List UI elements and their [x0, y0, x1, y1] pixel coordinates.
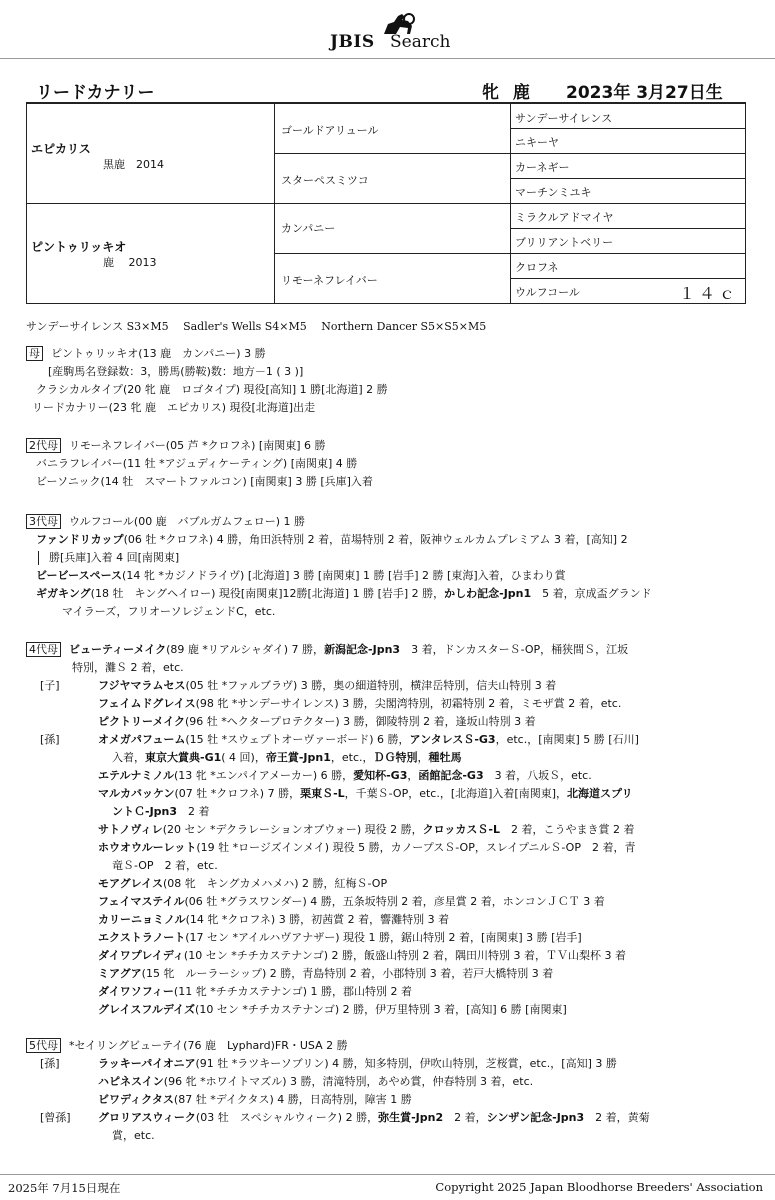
offspring-record: (10 セン *チチカステナンゴ) 2 勝，伊万里特別 3 着，[高知] 6 勝 [南関東] [195, 1003, 567, 1016]
offspring-record: (05 牡 *ファルブラヴ) 3 勝，奥の細道特別，横津岳特別，信夫山特別 3 着 [185, 679, 557, 692]
offspring-record: (14 牝 *クロフネ) 3 勝，初茜賞 2 着，響灘特別 3 着 [185, 913, 450, 926]
sire-name: エピカリス [31, 142, 91, 156]
stallion-note: 種牡馬 [428, 751, 462, 764]
second-dam-head: リモーネフレイバー(05 芦 *クロフネ) [南関東] 6 勝 [69, 439, 326, 452]
gp-name: カンパニー [281, 222, 336, 235]
family-number: １４ｃ [678, 284, 739, 303]
second-dam-section [26, 437, 746, 491]
pedigree-ggp-cell [511, 154, 745, 179]
as-of-date: 2025年 7月15日現在 [8, 1181, 121, 1195]
offspring-name: ミアグア [98, 967, 142, 980]
fourth-dam-record: (89 鹿 *リアルシャダイ) 7 勝， [166, 643, 325, 656]
dam-color-year: 鹿 2013 [103, 256, 157, 269]
logo-text-jbis: JBIS [330, 32, 375, 52]
offspring-record: (13 牝 *エンパイアメーカー) 6 勝， [174, 769, 354, 782]
graded-race: 愛知杯-G3 [353, 769, 408, 782]
offspring-record: ，etc.， [330, 751, 374, 764]
fifth-dam-head: *セイリングビューテイ(76 鹿 Lyphard)FR・USA 2 勝 [69, 1039, 348, 1052]
offspring-record: ，etc.，[南関東] 5 勝 [石川] [495, 733, 639, 746]
fifth-dam-section [26, 1037, 746, 1145]
offspring-name: ビワディクタス [98, 1093, 174, 1106]
graded-race: 栗東Ｓ-L [300, 787, 345, 800]
offspring-record: (06 牡 *グラスワンダー) 4 勝，五条坂特別 2 着，彦星賞 2 着，ホンコンＪＣＴ 3 着 [184, 895, 605, 908]
fourth-dam-name: ビューティーメイク [69, 643, 167, 656]
pedigree-table [26, 104, 746, 304]
offspring-record: (15 牝 ルーラーシップ) 2 勝，青島特別 2 着，小郡特別 3 着，若戸大橋特別 3 着 [141, 967, 554, 980]
continuation-bar [38, 551, 39, 565]
fourth-dam-section [26, 641, 746, 1019]
dam-name: ピントゥリッキオ [31, 240, 127, 254]
header-divider [0, 58, 775, 59]
offspring-name: フェイマステイル [98, 895, 185, 908]
offspring-name: モアグレイス [98, 877, 164, 890]
offspring-record: 5 着，京成盃グランド [531, 587, 652, 600]
graded-race: 函館記念-G3 [418, 769, 484, 782]
offspring-record-cont: 賞，etc. [112, 1129, 155, 1142]
offspring-line: リードカナリー(23 牝 鹿 エピカリス) 現役[北海道]出走 [32, 401, 316, 414]
pedigree-gp-cell [275, 254, 511, 304]
offspring-record: (14 牝 *カジノドライヴ) [北海道] 3 勝 [南関東] 1 勝 [岩手] 2 勝 [東海]入着，ひまわり賞 [122, 569, 566, 582]
offspring-record: 3 着，八坂Ｓ，etc. [483, 769, 592, 782]
jbis-search-logo[interactable] [330, 12, 470, 54]
pedigree-ggp-cell [511, 104, 745, 129]
pedigree-ggp-cell [511, 254, 745, 279]
offspring-record: (10 セン *チチカステナンゴ) 2 勝，飯盛山特別 2 着，隅田川特別 3 着，ＴＶ山梨杯 3 着 [183, 949, 626, 962]
offspring-record: (19 牡 *ロージズインメイ) 現役 5 勝，カノープスＳ-OP，スレイプニルＳ-OP 2 着，青 [196, 841, 636, 854]
offspring-name: カリーニョミノル [98, 913, 186, 926]
horse-title [0, 78, 775, 102]
offspring-record: ， [407, 769, 419, 782]
fourth-dam-record: 3 着，ドンカスターＳ-OP，桶狭間Ｓ，江坂 [400, 643, 629, 656]
graded-race: ントＣ-Jpn3 [112, 805, 178, 818]
relation-label: [子] [40, 679, 60, 692]
horse-name: リードカナリー [36, 83, 155, 103]
offspring-record: (17 セン *アイルハヴアナザー) 現役 1 勝，鋸山特別 2 着，[南関東] 3 勝 [岩手] [185, 931, 582, 944]
offspring-record: ， [417, 751, 429, 764]
dam-reg-stats: [産駒馬名登録数：3，勝馬(勝鞍)数：地方－1 ( 3 )] [48, 365, 304, 378]
pedigree-gp-cell [275, 204, 511, 254]
ggp-name: ブリリアントベリー [515, 236, 614, 249]
section-tag: 母 [26, 346, 43, 361]
footer-divider [0, 1174, 775, 1175]
offspring-record: (07 牡 *クロフネ) 7 勝， [174, 787, 301, 800]
section-tag: 5代母 [26, 1038, 61, 1053]
offspring-name: エテルナミノル [98, 769, 175, 782]
gp-name: ゴールドアリュール [281, 124, 379, 137]
ggp-name: ミラクルアドマイヤ [515, 211, 614, 224]
offspring-record-cont: 勝[兵庫]入着 4 回[南関東] [49, 551, 180, 564]
offspring-name: フェイムドグレイス [98, 697, 196, 710]
pedigree-ggp-cell [511, 179, 745, 204]
ggp-name: サンデーサイレンス [515, 112, 613, 125]
horse-birthdate: 2023年 3月27日生 [566, 83, 723, 103]
graded-race: シンザン記念-Jpn3 [486, 1111, 585, 1124]
ggp-name: マーチンミユキ [515, 186, 592, 199]
pedigree-ggp-cell [511, 129, 745, 154]
fourth-dam-record-cont: 特別，灘Ｓ 2 着，etc. [72, 661, 184, 674]
pedigree-dam-cell [27, 204, 275, 304]
offspring-line: バニラフレイバー(11 牡 *アジュディケーティング) [南関東] 4 勝 [36, 457, 358, 470]
offspring-record: (18 牡 キングヘイロー) 現役[南関東]12勝[北海道] 1 勝 [岩手] 2 勝， [90, 587, 445, 600]
offspring-name: エクストラノート [98, 931, 186, 944]
graded-race: 新潟記念-Jpn3 [324, 643, 401, 656]
section-tag: 2代母 [26, 438, 61, 453]
offspring-record: 2 着， [443, 1111, 487, 1124]
ggp-name: カーネギー [515, 161, 570, 174]
ggp-name: ニキーヤ [515, 136, 559, 149]
offspring-record: ( 4 回)， [221, 751, 266, 764]
offspring-name: ピクトリーメイク [98, 715, 186, 728]
graded-race: アンタレスＳ-G3 [409, 733, 496, 746]
offspring-name: ギガキング [36, 587, 91, 600]
offspring-record: 2 着，こうやまき賞 2 着 [499, 823, 635, 836]
offspring-name: グロリアスウィーク [98, 1111, 196, 1124]
offspring-record: (03 牡 スペシャルウィーク) 2 勝， [195, 1111, 379, 1124]
copyright: Copyright 2025 Japan Bloodhorse Breeders' Association [435, 1180, 763, 1194]
offspring-record: 入着， [112, 751, 145, 764]
offspring-name: ビービースペース [36, 569, 123, 582]
dam-head: ピントゥリッキオ(13 鹿 カンパニー) 3 勝 [51, 347, 266, 360]
third-dam-head: ウルフコール(00 鹿 バブルガムフェロー) 1 勝 [69, 515, 305, 528]
offspring-name: ファンドリカップ [36, 533, 124, 546]
gp-name: リモーネフレイバー [281, 274, 378, 287]
offspring-line: クラシカルタイプ(20 牝 鹿 ロゴタイプ) 現役[高知] 1 勝[北海道] 2 勝 [36, 383, 388, 396]
inbreeding-line: サンデーサイレンス S3×M5 Sadler's Wells S4×M5 Northern Dancer S5×S5×M5 [26, 320, 487, 333]
offspring-record: (11 牝 *チチカステナンゴ) 1 勝，郡山特別 2 着 [173, 985, 412, 998]
sire-color-year: 黒鹿 2014 [103, 158, 164, 171]
offspring-name: ダイワソフィー [98, 985, 174, 998]
offspring-name: ラッキーパイオニア [98, 1057, 196, 1070]
offspring-record: (15 牡 *スウェプトオーヴァーボード) 6 勝， [185, 733, 410, 746]
offspring-name: マルカバッケン [98, 787, 175, 800]
graded-race: 帝王賞-Jpn1 [265, 751, 331, 764]
offspring-record: (20 セン *デクラレーションオブウォー) 現役 2 勝， [162, 823, 423, 836]
relation-label: [孫] [40, 1057, 60, 1070]
offspring-name: ホウオウルーレット [98, 841, 197, 854]
ggp-name: クロフネ [515, 261, 559, 274]
section-tag: 4代母 [26, 642, 61, 657]
offspring-record: (87 牡 *デイクタス) 4 勝，日高特別，障害 1 勝 [173, 1093, 412, 1106]
offspring-name: フジヤマラムセス [98, 679, 186, 692]
graded-race: ＤＧ特別 [373, 751, 418, 764]
pedigree-gp-cell [275, 104, 511, 154]
offspring-name: グレイスフルデイズ [98, 1003, 196, 1016]
offspring-record-cont: 竜Ｓ-OP 2 着，etc. [112, 859, 218, 872]
graded-race: クロッカスＳ-L [422, 823, 500, 836]
third-dam-section [26, 513, 746, 621]
logo-text-search: Search [390, 32, 451, 52]
relation-label: [曾孫] [40, 1111, 71, 1124]
offspring-record: 2 着 [177, 805, 210, 818]
offspring-record-cont: マイラーズ，フリオーソレジェンドC，etc. [62, 605, 276, 618]
graded-race: かしわ記念-Jpn1 [444, 587, 532, 600]
offspring-line: ビーソニック(14 牡 スマートファルコン) [南関東] 3 勝 [兵庫]入着 [36, 475, 373, 488]
graded-race: 東京大賞典-G1 [145, 751, 222, 764]
pedigree-gp-cell [275, 154, 511, 204]
offspring-record: (08 牝 キングカメハメハ) 2 勝，紅梅Ｓ-OP [163, 877, 388, 890]
pedigree-ggp-cell [511, 279, 745, 304]
dam-section [26, 345, 746, 417]
graded-race: 弥生賞-Jpn2 [378, 1111, 444, 1124]
relation-label: [孫] [40, 733, 60, 746]
gp-name: スターペスミツコ [281, 174, 369, 187]
offspring-record: (91 牡 *ラツキーソブリン) 4 勝，知多特別，伊吹山特別，芝桜賞，etc.，[高知] 3 勝 [195, 1057, 617, 1070]
offspring-record: (96 牡 *ヘクタープロテクター) 3 勝，御陵特別 2 着，逢坂山特別 3 着 [185, 715, 536, 728]
ggp-name: ウルフコール [515, 286, 580, 299]
offspring-record: ，千葉Ｓ-OP，etc.，[北海道]入着[南関東]， [344, 787, 568, 800]
offspring-name: サトノヴィレ [98, 823, 163, 836]
section-tag: 3代母 [26, 514, 61, 529]
offspring-record: (06 牡 *クロフネ) 4 勝，角田浜特別 2 着，苗場特別 2 着，阪神ウェルカムプレミアム 3 着，[高知] 2 [123, 533, 628, 546]
pedigree-sire-cell [27, 104, 275, 204]
offspring-name: ハピネスイン [98, 1075, 164, 1088]
graded-race: 北海道スプリ [567, 787, 633, 800]
offspring-record: (96 牝 *ホワイトマズル) 3 勝，清滝特別，あやめ賞，仲春特別 3 着，etc. [163, 1075, 534, 1088]
offspring-record: 2 着，黄菊 [584, 1111, 650, 1124]
pedigree-ggp-cell [511, 204, 745, 229]
offspring-name: ダイワプレイディ [98, 949, 184, 962]
pedigree-ggp-cell [511, 229, 745, 254]
offspring-record: (98 牝 *サンデーサイレンス) 3 勝，尖閣湾特別，初霜特別 2 着，ミモザ賞 2 着，etc. [195, 697, 622, 710]
offspring-name: オメガパフューム [98, 733, 186, 746]
horse-sex-color: 牝 鹿 [482, 83, 534, 103]
